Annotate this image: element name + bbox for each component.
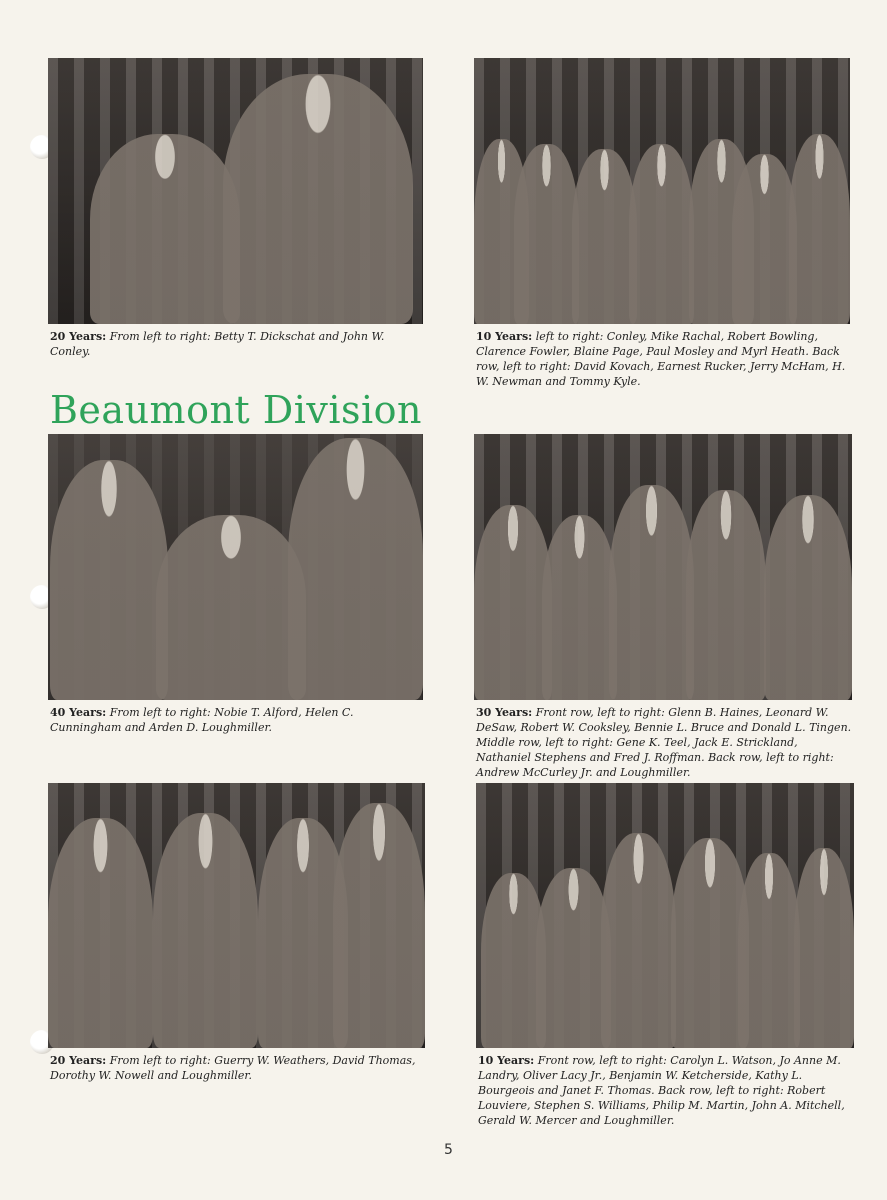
caption-middle-left [50, 705, 425, 735]
caption-years: 10 Years: [476, 330, 533, 343]
caption-years: 30 Years: [476, 706, 533, 719]
photo-bottom-right [476, 783, 854, 1048]
photo-top-left [48, 58, 423, 324]
division-title: Beaumont Division [50, 388, 423, 432]
caption-text: From left to right: Guerry W. Weathers, David Thomas, Dorothy W. Nowell and Loughmiller. [50, 1054, 416, 1082]
photo-middle-left [48, 434, 423, 700]
caption-text: From left to right: Betty T. Dickschat and John W. Conley. [50, 330, 385, 358]
photo-top-right [474, 58, 850, 324]
photo-middle-right [474, 434, 852, 700]
caption-top-left [50, 329, 390, 359]
caption-bottom-left [50, 1053, 425, 1083]
caption-years: 20 Years: [50, 1054, 107, 1067]
caption-middle-right [476, 705, 852, 780]
page-number: 5 [444, 1142, 453, 1158]
photo-bottom-left [48, 783, 425, 1048]
caption-text: left to right: Conley, Mike Rachal, Robert Bowling, Clarence Fowler, Blaine Page, Paul Mosley and Myrl Heath. Back row, left to right: David Kovach, Earnest Rucker, Jerry McHam, H. W. Newman and Tommy Kyle. [476, 330, 846, 388]
caption-years: 20 Years: [50, 330, 107, 343]
caption-top-right [476, 329, 846, 389]
caption-text: Front row, left to right: Carolyn L. Watson, Jo Anne M. Landry, Oliver Lacy Jr., Benjamin W. Ketcherside, Kathy L. Bourgeois and Janet F. Thomas. Back row, left to right: Robert Louviere, Stephen S. Williams, Philip M. Martin, John A. Mitchell, Gerald W. Mercer and Loughmiller. [478, 1054, 845, 1127]
caption-text: Front row, left to right: Glenn B. Haines, Leonard W. DeSaw, Robert W. Cooksley, Bennie L. Bruce and Donald L. Tingen. Middle row, left to right: Gene K. Teel, Jack E. Strickland, Nathaniel Stephens and Fred J. Roffman. Back row, left to right: Andrew McCurley Jr. and Loughmiller. [476, 706, 852, 779]
caption-bottom-right [478, 1053, 852, 1128]
caption-years: 40 Years: [50, 706, 107, 719]
caption-years: 10 Years: [478, 1054, 535, 1067]
caption-text: From left to right: Nobie T. Alford, Helen C. Cunningham and Arden D. Loughmiller. [50, 706, 354, 734]
